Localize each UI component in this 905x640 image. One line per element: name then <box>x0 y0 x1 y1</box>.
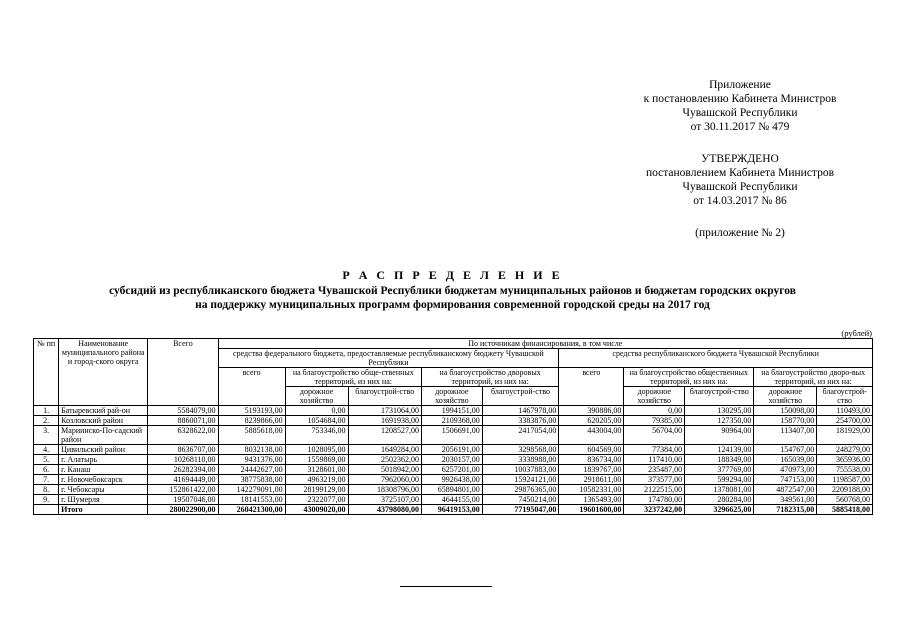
approved-line: от 14.03.2017 № 86 <box>693 195 787 207</box>
table-row <box>34 426 873 445</box>
table-row <box>34 455 873 465</box>
row-name: г. Алатырь <box>59 455 148 465</box>
row-num: 5. <box>34 455 59 465</box>
row-value: 2056191,00 <box>421 445 482 455</box>
total-label: Итого <box>59 505 148 515</box>
row-value: 26282394,00 <box>148 465 218 475</box>
closing-rule <box>400 586 492 587</box>
row-value: 29876365,00 <box>482 485 559 495</box>
row-num: 1. <box>34 406 59 416</box>
row-value: 836734,00 <box>559 455 624 465</box>
header-federal-all: всего <box>218 368 285 406</box>
row-num: 3. <box>34 426 59 445</box>
subsidy-table <box>33 338 873 515</box>
row-value: 1731064,00 <box>348 406 421 416</box>
row-value: 19601600,00 <box>559 505 624 515</box>
row-value: 2502362,00 <box>348 455 421 465</box>
row-value: 560768,00 <box>817 495 873 505</box>
row-value: 349561,00 <box>754 495 817 505</box>
header-improvement: благоустрой-ство <box>817 387 873 406</box>
table-body <box>34 406 873 515</box>
row-value: 280022900,00 <box>148 505 218 515</box>
row-value: 41694449,00 <box>148 475 218 485</box>
table-row <box>34 485 873 495</box>
table-row <box>34 416 873 426</box>
table-row <box>34 406 873 416</box>
row-value: 2030157,00 <box>421 455 482 465</box>
row-value: 19507046,00 <box>148 495 218 505</box>
header-improvement: благоустрой-ство <box>482 387 559 406</box>
row-value: 5018942,00 <box>348 465 421 475</box>
row-value: 1208527,00 <box>348 426 421 445</box>
row-value: 2109368,00 <box>421 416 482 426</box>
row-value: 2209188,00 <box>817 485 873 495</box>
row-value: 0,00 <box>624 406 685 416</box>
row-value: 620205,00 <box>559 416 624 426</box>
row-value: 373577,00 <box>624 475 685 485</box>
row-value: 1028095,00 <box>285 445 348 455</box>
header-federal: средства федерального бюджета, предоставляемые республиканскому бюджету Чувашской Республики <box>218 349 559 368</box>
row-value: 56704,00 <box>624 426 685 445</box>
row-value: 142279091,00 <box>218 485 285 495</box>
appendix-block <box>610 78 870 134</box>
row-value: 77195047,00 <box>482 505 559 515</box>
row-value: 9431376,00 <box>218 455 285 465</box>
row-value: 470973,00 <box>754 465 817 475</box>
row-value: 18308796,00 <box>348 485 421 495</box>
row-value: 117410,00 <box>624 455 685 465</box>
row-value: 747153,00 <box>754 475 817 485</box>
row-value: 1506691,00 <box>421 426 482 445</box>
row-value: 7182315,00 <box>754 505 817 515</box>
document-title: Р А С П Р Е Д Е Л Е Н И Е <box>342 268 563 282</box>
row-value: 1467978,00 <box>482 406 559 416</box>
header-improvement: благоустрой-ство <box>348 387 421 406</box>
row-value: 8239866,00 <box>218 416 285 426</box>
row-value: 3338988,00 <box>482 455 559 465</box>
header-road: дорожное хозяйство <box>421 387 482 406</box>
row-value: 1365493,00 <box>559 495 624 505</box>
row-num: 2. <box>34 416 59 426</box>
row-value: 235487,00 <box>624 465 685 475</box>
row-value: 165039,00 <box>754 455 817 465</box>
header-road: дорожное хозяйство <box>285 387 348 406</box>
row-value: 181929,00 <box>817 426 873 445</box>
appendix-number: (приложение № 2) <box>695 227 785 239</box>
row-name: г. Новочебоксарск <box>59 475 148 485</box>
row-value: 8032138,00 <box>218 445 285 455</box>
row-value: 5193193,00 <box>218 406 285 416</box>
row-name: Батыревский рай-он <box>59 406 148 416</box>
document-subtitle-line1: субсидий из республиканского бюджета Чувашской Республики бюджетам муниципальных районов и бюджетам городских округов <box>109 285 796 297</box>
header-num: № пп <box>34 339 59 406</box>
row-value: 79385,00 <box>624 416 685 426</box>
row-value: 1994151,00 <box>421 406 482 416</box>
row-value: 24442627,00 <box>218 465 285 475</box>
row-value: 3296625,00 <box>685 505 754 515</box>
row-value: 10582331,00 <box>559 485 624 495</box>
row-value: 3128601,00 <box>285 465 348 475</box>
row-name: г. Канаш <box>59 465 148 475</box>
row-value: 755538,00 <box>817 465 873 475</box>
approved-line: постановлением Кабинета Министров <box>645 167 835 179</box>
row-value: 2918611,00 <box>559 475 624 485</box>
appendix-line: Приложение <box>709 79 771 91</box>
row-value: 8860071,00 <box>148 416 218 426</box>
row-value: 2122515,00 <box>624 485 685 495</box>
header-republic-all: всего <box>559 368 624 406</box>
document-subtitle-line2: на поддержку муниципальных программ формирования современной городской среды на 2017 год <box>195 299 710 311</box>
header-republic-public: на благоустройство общественных территорий, из них на: <box>624 368 754 387</box>
row-value: 2417054,00 <box>482 426 559 445</box>
row-num: 8. <box>34 485 59 495</box>
row-value: 1198587,00 <box>817 475 873 485</box>
row-name: Цивильский район <box>59 445 148 455</box>
row-value: 110493,00 <box>817 406 873 416</box>
row-num: 9. <box>34 495 59 505</box>
row-value: 15924121,00 <box>482 475 559 485</box>
row-name: Мариинско-По-садский район <box>59 426 148 445</box>
header-name: Наименование муниципального района и город-ского округа <box>59 339 148 406</box>
row-value: 10268110,00 <box>148 455 218 465</box>
header-improvement: благоустрой-ство <box>685 387 754 406</box>
row-value: 113407,00 <box>754 426 817 445</box>
row-value: 38775838,00 <box>218 475 285 485</box>
row-value: 4872547,00 <box>754 485 817 495</box>
row-value: 124139,00 <box>685 445 754 455</box>
table-row <box>34 445 873 455</box>
row-value: 599294,00 <box>685 475 754 485</box>
row-value: 18141553,00 <box>218 495 285 505</box>
table-row <box>34 475 873 485</box>
row-value: 130295,00 <box>685 406 754 416</box>
approved-block <box>610 152 870 208</box>
units-label: (рублей) <box>841 328 872 338</box>
approved-line: Чувашской Республики <box>682 181 798 193</box>
row-value: 4963219,00 <box>285 475 348 485</box>
row-value: 6257201,00 <box>421 465 482 475</box>
row-value: 4644155,00 <box>421 495 482 505</box>
header-road: дорожное хозяйство <box>754 387 817 406</box>
header-republic-yard: на благоустройство дворо-вых территорий, из них на: <box>754 368 873 387</box>
row-value: 248279,00 <box>817 445 873 455</box>
row-value: 443004,00 <box>559 426 624 445</box>
row-value: 96419153,00 <box>421 505 482 515</box>
header-federal-public: на благоустройство обще-ственных территорий, из них на: <box>285 368 421 387</box>
row-name: г. Шумерля <box>59 495 148 505</box>
row-value: 1691938,00 <box>348 416 421 426</box>
appendix-line: к постановлению Кабинета Министров <box>643 93 837 105</box>
row-value: 43798080,00 <box>348 505 421 515</box>
row-name: Козловский район <box>59 416 148 426</box>
row-value: 753346,00 <box>285 426 348 445</box>
header-road: дорожное хозяйство <box>624 387 685 406</box>
header-federal-yard: на благоустройство дворовых территорий, из них на: <box>421 368 558 387</box>
appendix-line: Чувашской Республики <box>682 107 798 119</box>
row-value: 152861422,00 <box>148 485 218 495</box>
row-value: 43009020,00 <box>285 505 348 515</box>
row-value: 10037883,00 <box>482 465 559 475</box>
row-value: 3237242,00 <box>624 505 685 515</box>
row-value: 174780,00 <box>624 495 685 505</box>
row-value: 390886,00 <box>559 406 624 416</box>
row-value: 280284,00 <box>685 495 754 505</box>
row-value: 5584079,00 <box>148 406 218 416</box>
row-value: 127350,00 <box>685 416 754 426</box>
row-value: 188349,00 <box>685 455 754 465</box>
row-value: 158770,00 <box>754 416 817 426</box>
row-num <box>34 505 59 515</box>
total-row <box>34 505 873 515</box>
row-value: 1054684,00 <box>285 416 348 426</box>
row-value: 254700,00 <box>817 416 873 426</box>
row-value: 3383876,00 <box>482 416 559 426</box>
row-value: 7450214,00 <box>482 495 559 505</box>
table-row <box>34 495 873 505</box>
row-value: 154767,00 <box>754 445 817 455</box>
header-sources: По источникам финансирования, в том числе <box>218 339 872 349</box>
row-value: 1649284,00 <box>348 445 421 455</box>
row-num: 4. <box>34 445 59 455</box>
row-value: 3725107,00 <box>348 495 421 505</box>
row-value: 1559869,00 <box>285 455 348 465</box>
row-value: 6328622,00 <box>148 426 218 445</box>
row-value: 1378081,00 <box>685 485 754 495</box>
row-name: г. Чебоксары <box>59 485 148 495</box>
row-value: 9926438,00 <box>421 475 482 485</box>
row-value: 77384,00 <box>624 445 685 455</box>
row-value: 1839767,00 <box>559 465 624 475</box>
row-value: 8636707,00 <box>148 445 218 455</box>
row-value: 0,00 <box>285 406 348 416</box>
row-value: 65894801,00 <box>421 485 482 495</box>
header-republic: средства республиканского бюджета Чувашской Республики <box>559 349 873 368</box>
row-value: 604569,00 <box>559 445 624 455</box>
row-value: 150098,00 <box>754 406 817 416</box>
row-num: 7. <box>34 475 59 485</box>
row-value: 260421300,00 <box>218 505 285 515</box>
header-total: Всего <box>148 339 218 406</box>
row-value: 5885618,00 <box>218 426 285 445</box>
row-value: 365936,00 <box>817 455 873 465</box>
row-value: 3298568,00 <box>482 445 559 455</box>
appendix-line: от 30.11.2017 № 479 <box>690 121 790 133</box>
row-value: 377769,00 <box>685 465 754 475</box>
row-value: 90964,00 <box>685 426 754 445</box>
table-row <box>34 465 873 475</box>
row-value: 7962060,00 <box>348 475 421 485</box>
row-value: 5885418,00 <box>817 505 873 515</box>
row-value: 28199129,00 <box>285 485 348 495</box>
row-value: 2322077,00 <box>285 495 348 505</box>
approved-line: УТВЕРЖДЕНО <box>701 153 779 165</box>
row-num: 6. <box>34 465 59 475</box>
